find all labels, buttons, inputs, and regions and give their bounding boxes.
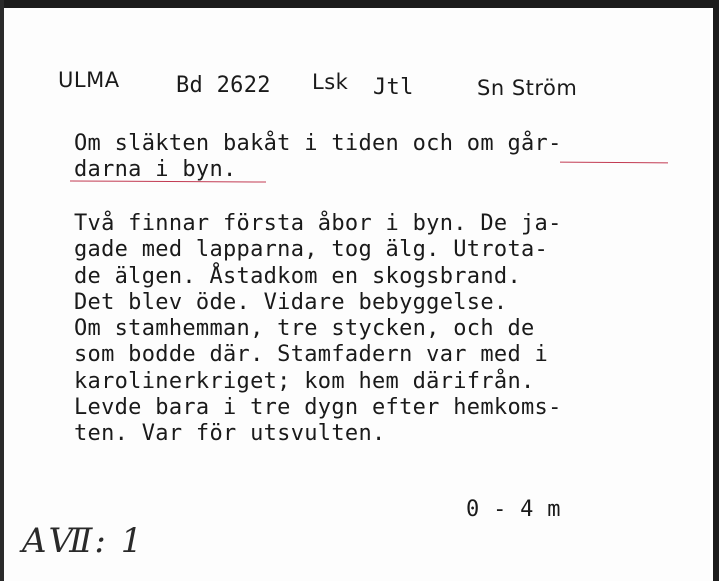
body-line: Levde bara i tre dygn efter hemkoms- [74,395,562,421]
record-jtl: Jtl [373,75,414,100]
record-name: ULMA [58,68,120,92]
body-line: karolinerkriget; kom hem därifrån. [74,368,535,394]
handwritten-signum: AⅦ: 1 [22,521,145,561]
record-landskap: Lsk [312,70,349,94]
subject-text [74,131,562,183]
body-text [74,211,562,448]
scan-border-right [713,0,719,581]
record-bd-number: Bd 2622 [176,73,271,98]
body-line: ten. Var för utsvulten. [74,421,386,447]
body-line: Om stamhemman, tre stycken, och de [74,316,535,342]
scan-border-top [0,0,719,8]
record-socken: Sn Ström [477,76,578,100]
recording-range: 0 - 4 m [466,497,561,522]
subject-line: darna i byn. [74,157,237,182]
body-line: som bodde där. Stamfadern var med i [74,342,549,368]
body-line: de älgen. Åstadkom en skogsbrand. [74,263,521,289]
body-line: Två finnar första åbor i byn. De ja- [74,211,562,236]
subject-line: Om släkten bakåt i tiden och om går- [74,131,562,156]
body-line: Det blev öde. Vidare bebyggelse. [74,289,508,315]
body-line: gade med lapparna, tog älg. Utrota- [74,237,549,263]
